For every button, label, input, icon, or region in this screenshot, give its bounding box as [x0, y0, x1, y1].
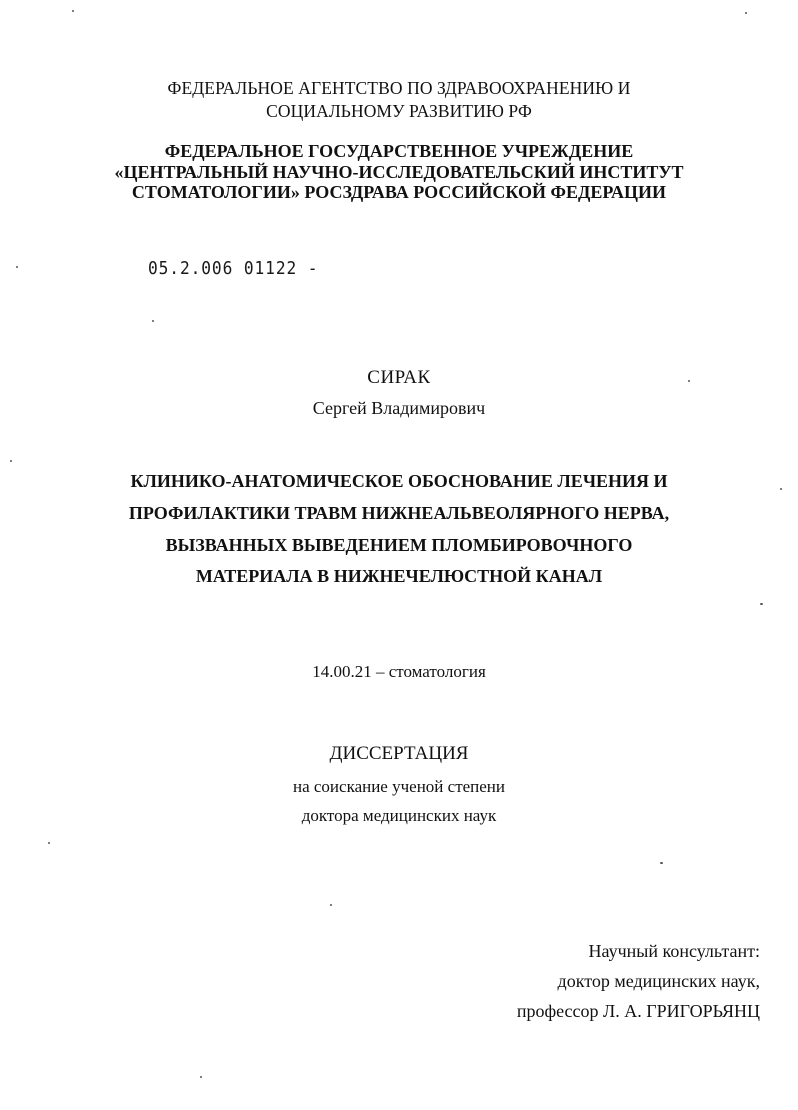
agency-line-1: ФЕДЕРАЛЬНОЕ АГЕНТСТВО ПО ЗДРАВООХРАНЕНИЮ И — [167, 78, 631, 98]
specialty-code: 14.00.21 – стоматология — [312, 662, 486, 681]
scan-speck — [16, 266, 18, 268]
thesis-title-line-1: КЛИНИКО-АНАТОМИЧЕСКОЕ ОБОСНОВАНИЕ ЛЕЧЕНИЯ И — [130, 471, 668, 491]
thesis-title-line-2: ПРОФИЛАКТИКИ ТРАВМ НИЖНЕАЛЬВЕОЛЯРНОГО НЕРВА, — [128, 503, 670, 523]
scan-speck — [745, 12, 747, 14]
scan-speck — [660, 862, 663, 864]
degree-line-1: на соискание ученой степени — [292, 777, 506, 796]
scan-speck — [10, 460, 12, 462]
consultant-degree: доктор медицинских наук, — [557, 971, 760, 991]
scan-speck — [48, 842, 50, 844]
consultant-name: профессор Л. А. ГРИГОРЬЯНЦ — [516, 1001, 760, 1021]
author-surname: СИРАК — [367, 367, 431, 388]
scan-speck — [72, 10, 74, 12]
scan-speck — [330, 904, 332, 906]
consultant-label: Научный консультант: — [588, 941, 760, 961]
agency-line-2: СОЦИАЛЬНОМУ РАЗВИТИЮ РФ — [266, 101, 532, 121]
scan-speck — [152, 320, 154, 322]
author-given-name: Сергей Владимирович — [312, 398, 486, 418]
scan-speck — [200, 1076, 202, 1078]
thesis-title-line-3: ВЫЗВАННЫХ ВЫВЕДЕНИЕМ ПЛОМБИРОВОЧНОГО — [165, 535, 633, 555]
thesis-title-line-4: МАТЕРИАЛА В НИЖНЕЧЕЛЮСТНОЙ КАНАЛ — [195, 566, 603, 586]
institution-line-1: ФЕДЕРАЛЬНОЕ ГОСУДАРСТВЕННОЕ УЧРЕЖДЕНИЕ — [164, 141, 634, 161]
document-type: ДИССЕРТАЦИЯ — [329, 743, 469, 764]
scan-speck — [760, 603, 763, 605]
degree-line-2: доктора медицинских наук — [301, 806, 497, 825]
institution-line-3: СТОМАТОЛОГИИ» РОСЗДРАВА РОССИЙСКОЙ ФЕДЕРАЦИИ — [131, 182, 667, 202]
institution-line-2: «ЦЕНТРАЛЬНЫЙ НАУЧНО-ИССЛЕДОВАТЕЛЬСКИЙ ИНСТИТУТ — [114, 162, 684, 182]
registration-code: 05.2.006 01122 - — [148, 258, 319, 279]
